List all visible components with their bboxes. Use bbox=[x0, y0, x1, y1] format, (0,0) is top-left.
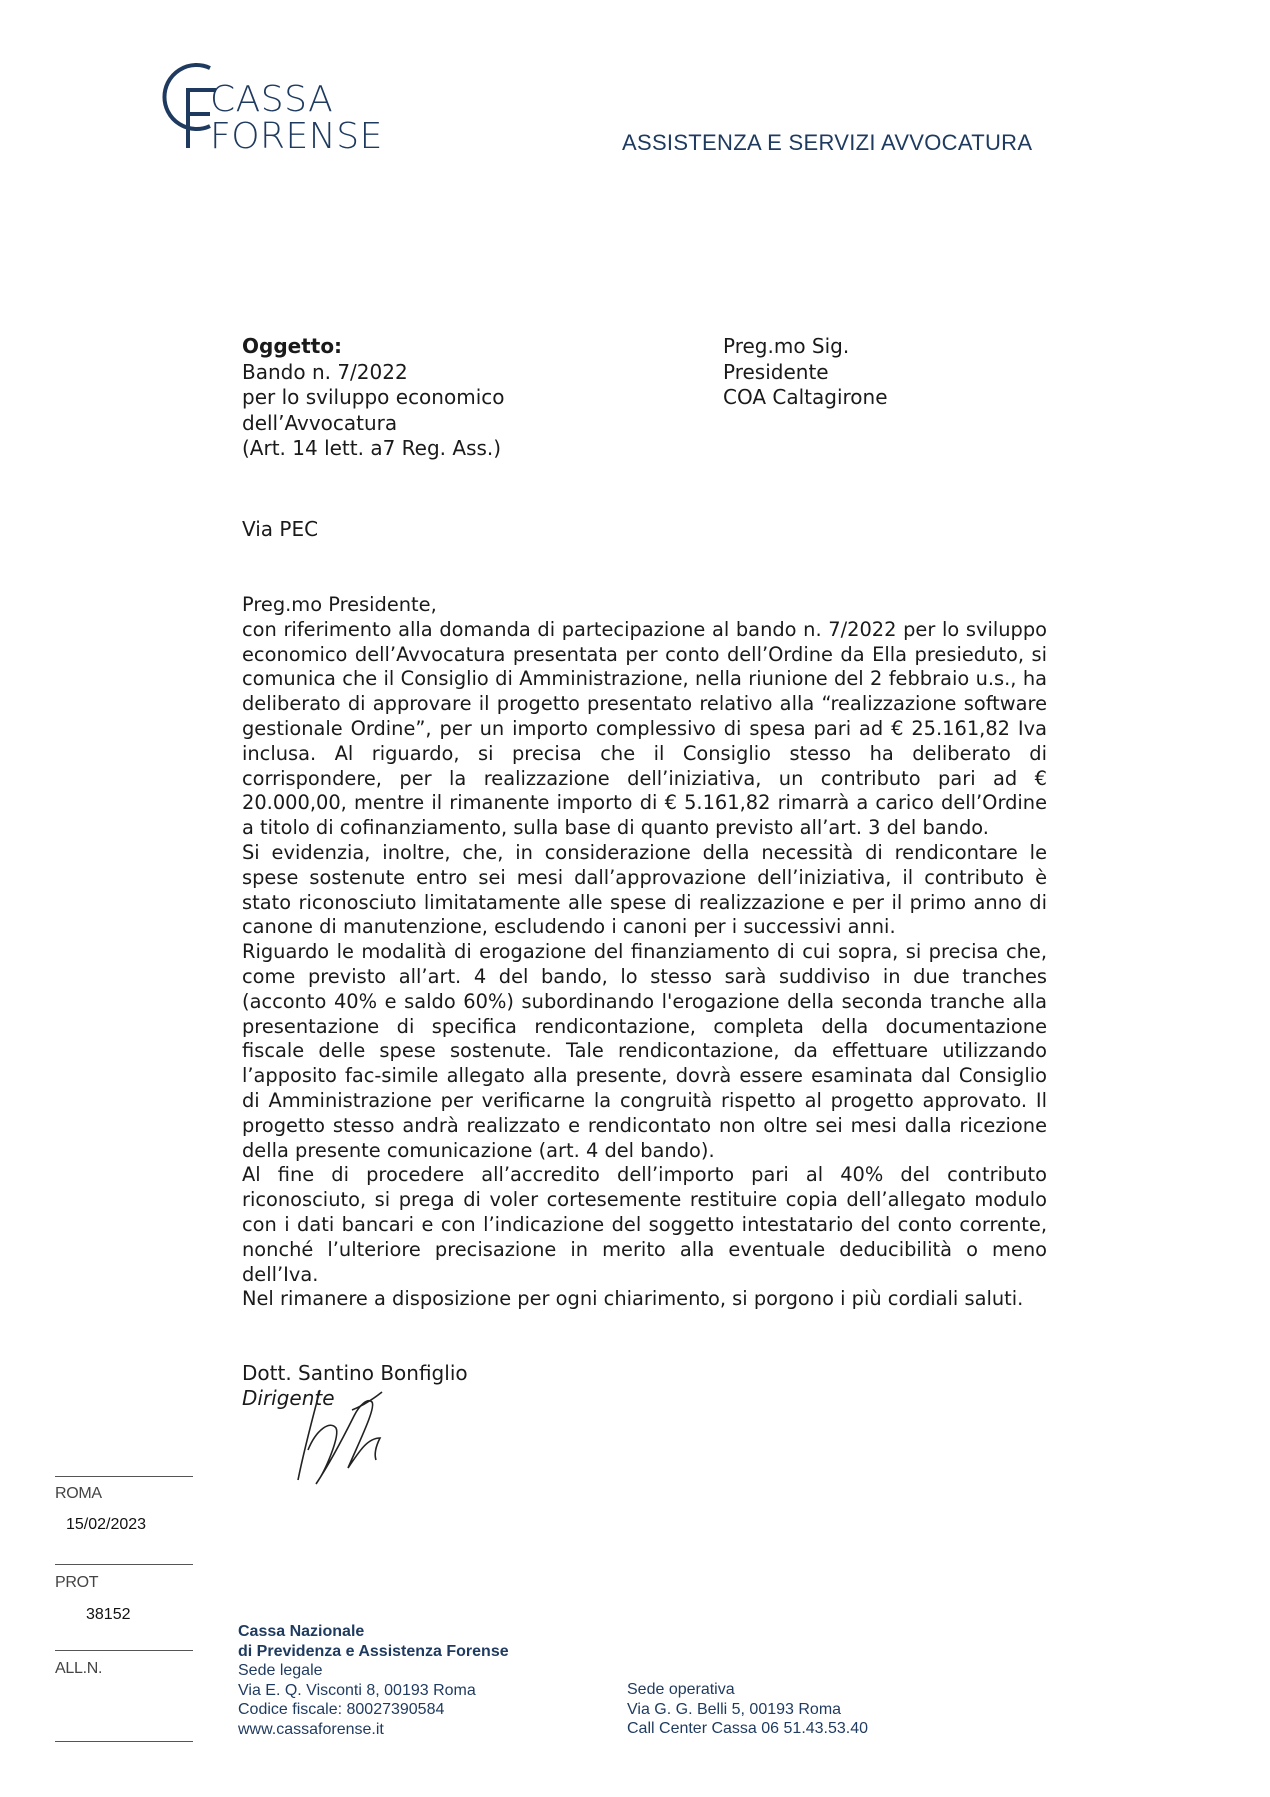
margin-rule bbox=[55, 1564, 193, 1565]
footer-org-name: di Previdenza e Assistenza Forense bbox=[238, 1642, 509, 1660]
body-paragraph: con riferimento alla domanda di partecipazione al bando n. 7/2022 per lo sviluppo economico dell’Avvocatura presentata per conto dell’Ordine da Ella presieduto, si comunica che il Consiglio di Amministrazione, nella riunione del 2 febbraio u.s., ha deliberato di approvare il progetto presentato relativo alla “realizzazione software gestionale Ordine”, per un importo complessivo di spesa pari ad € 25.161,82 Iva inclusa. Al riguardo, si precisa che il Consiglio stesso ha deliberato di corrispondere, per la realizzazione dell’iniziativa, un contributo pari ad € 20.000,00, mentre il rimanente importo di € 5.161,82 rimarrà a carico dell’Ordine a titolo di cofinanziamento, sulla base di quanto previsto all’art. 3 del bando. bbox=[242, 617, 1047, 840]
recipient-block bbox=[723, 334, 1023, 411]
logo-text-forense: FORENSE bbox=[210, 116, 383, 157]
footer-line: Codice fiscale: 80027390584 bbox=[238, 1701, 445, 1719]
footer-org-name: Cassa Nazionale bbox=[238, 1623, 365, 1640]
body-paragraph: Nel rimanere a disposizione per ogni chiarimento, si porgono i più cordiali saluti. bbox=[242, 1287, 1024, 1311]
body-paragraph: Riguardo le modalità di erogazione del finanziamento di cui sopra, si precisa che, come previsto all’art. 4 del bando, lo stesso sarà suddiviso in due tranches (acconto 40% e saldo 60%) subordinando l'erogazione della seconda tranche alla presentazione di specifica rendicontazione, completa della documentazione fiscale delle spese sostenute. Tale rendicontazione, da effettuare utilizzando l’apposito fac-simile allegato alla presente, dovrà essere esaminata dal Consiglio di Amministrazione per verificarne la congruità rispetto al progetto approvato. Il progetto stesso andrà realizzato e rendicontato non oltre sei mesi dalla ricezione della presente comunicazione (art. 4 del bando). bbox=[242, 940, 1047, 1162]
footer-operating-seat bbox=[627, 1680, 868, 1739]
margin-rule bbox=[55, 1650, 193, 1651]
salutation: Preg.mo Presidente, bbox=[242, 593, 437, 616]
recipient-line: Preg.mo Sig. bbox=[723, 334, 850, 358]
footer-line: Sede operativa bbox=[627, 1681, 735, 1698]
margin-rule bbox=[55, 1476, 193, 1477]
body-paragraph: Si evidenzia, inoltre, che, in considerazione della necessità di rendicontare le spese sostenute entro sei mesi dall’approvazione dell’iniziativa, il contributo è stato riconosciuto limitatamente alle spese di realizzazione e per il primo anno di canone di manutenzione, escludendo i canoni per i successivi anni. bbox=[242, 840, 1047, 939]
footer-line: Via G. G. Belli 5, 00193 Roma bbox=[627, 1700, 842, 1718]
attachments-label: ALL.N. bbox=[55, 1660, 103, 1677]
department-heading: ASSISTENZA E SERVIZI AVVOCATURA bbox=[622, 130, 1033, 155]
footer-legal-seat bbox=[238, 1622, 509, 1740]
footer-website: www.cassaforense.it bbox=[238, 1720, 384, 1738]
signatory-name: Dott. Santino Bonfiglio bbox=[242, 1361, 468, 1385]
body-paragraph: Al fine di procedere all’accredito dell’importo pari al 40% del contributo riconosciuto, si prega di voler cortesemente restituire copia dell’allegato modulo con i dati bancari e con l’indicazione del soggetto intestatario del conto corrente, nonché l’ulteriore precisazione in merito alla eventuale deducibilità o meno dell’Iva. bbox=[242, 1163, 1047, 1286]
recipient-line: Presidente bbox=[723, 359, 829, 384]
subject-line: dell’Avvocatura bbox=[242, 410, 398, 435]
cassa-forense-logo bbox=[160, 56, 400, 156]
footer-line: Sede legale bbox=[238, 1662, 323, 1680]
footer-line: Via E. Q. Visconti 8, 00193 Roma bbox=[238, 1681, 476, 1699]
letter-date: 15/02/2023 bbox=[66, 1516, 147, 1533]
subject-line: per lo sviluppo economico bbox=[242, 385, 505, 409]
margin-rule bbox=[55, 1741, 193, 1742]
delivery-method: Via PEC bbox=[242, 517, 319, 541]
signatory-role: Dirigente bbox=[242, 1386, 335, 1410]
subject-line: Bando n. 7/2022 bbox=[242, 359, 408, 384]
logo-text-cassa: CASSA bbox=[210, 79, 334, 120]
protocol-number: 38152 bbox=[86, 1606, 131, 1623]
protocol-label: PROT bbox=[55, 1574, 99, 1591]
subject-block bbox=[242, 334, 642, 462]
footer-phone: Call Center Cassa 06 51.43.53.40 bbox=[627, 1720, 869, 1738]
handwritten-signature-icon bbox=[290, 1380, 410, 1490]
subject-label: Oggetto: bbox=[242, 334, 343, 358]
place-label: ROMA bbox=[55, 1485, 102, 1502]
subject-line: (Art. 14 lett. a7 Reg. Ass.) bbox=[242, 436, 502, 460]
letter-body bbox=[242, 593, 1047, 1312]
recipient-line: COA Caltagirone bbox=[723, 385, 888, 409]
